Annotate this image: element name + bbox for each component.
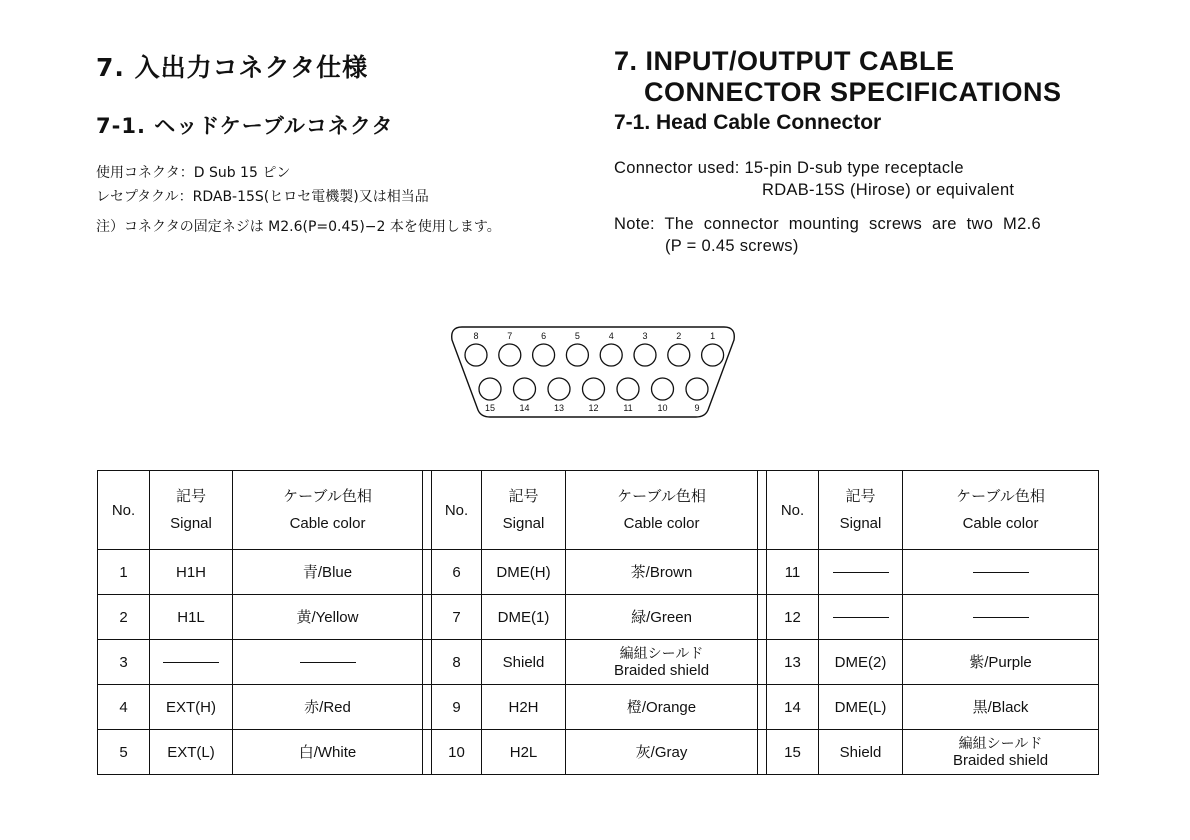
pin-number-cell: 8 xyxy=(432,640,482,685)
jp-subsection-title: 7-1. ヘッドケーブルコネクタ xyxy=(96,114,394,138)
cable-color-cell xyxy=(903,595,1099,640)
signal-cell: DME(L) xyxy=(819,685,903,730)
signal-cell: DME(2) xyxy=(819,640,903,685)
empty-dash xyxy=(300,662,356,663)
en-note-line1: Note: The connector mounting screws are two M2.6 xyxy=(614,215,1041,233)
pin-number-cell: 12 xyxy=(767,595,819,640)
signal-cell: DME(H) xyxy=(482,550,566,595)
header-color-jp: ケーブル色相 xyxy=(956,488,1045,505)
en-note-line2: (P = 0.45 screws) xyxy=(665,237,799,255)
pin-number-label: 6 xyxy=(541,331,547,341)
cable-color-cell: 橙/Orange xyxy=(566,685,758,730)
pin-number-label: 2 xyxy=(676,331,682,341)
cable-color-cell: 赤/Red xyxy=(233,685,423,730)
column-group-divider xyxy=(758,550,767,595)
pin-number-label: 13 xyxy=(553,403,565,413)
pin-number-cell: 7 xyxy=(432,595,482,640)
cable-color-cell: 白/White xyxy=(233,730,423,775)
signal-cell: EXT(H) xyxy=(150,685,233,730)
empty-dash xyxy=(163,662,219,663)
cable-color-cell: 黄/Yellow xyxy=(233,595,423,640)
table-row xyxy=(98,730,1099,775)
header-signal-en: Signal xyxy=(839,515,882,532)
signal-cell: H2H xyxy=(482,685,566,730)
signal-cell xyxy=(819,550,903,595)
cable-color-jp: 編組シールド xyxy=(619,645,704,661)
pin-hole xyxy=(600,344,622,366)
empty-dash xyxy=(973,617,1029,618)
signal-cell: H2L xyxy=(482,730,566,775)
signal-cell: H1H xyxy=(150,550,233,595)
cable-color-cell xyxy=(903,730,1099,775)
header-color-en: Cable color xyxy=(623,515,700,532)
header-signal xyxy=(819,471,903,550)
pin-number-label: 9 xyxy=(694,403,700,413)
header-no: No. xyxy=(767,471,819,550)
pin-hole xyxy=(566,344,588,366)
cable-color-en: Braided shield xyxy=(613,662,710,679)
header-signal-jp: 記号 xyxy=(845,488,876,505)
pin-number-cell: 9 xyxy=(432,685,482,730)
dsub-connector-diagram xyxy=(446,322,738,422)
cable-color-cell: 黒/Black xyxy=(903,685,1099,730)
pin-hole xyxy=(652,378,674,400)
pin-hole xyxy=(548,378,570,400)
pin-number-label: 7 xyxy=(507,331,513,341)
jp-note: 注）コネクタの固定ネジは M2.6(P=0.45)−2 本を使用します。 xyxy=(96,219,501,235)
column-group-divider xyxy=(423,595,432,640)
header-no: No. xyxy=(98,471,150,550)
cable-color-cell xyxy=(566,640,758,685)
column-group-divider xyxy=(423,550,432,595)
en-connector-line1: Connector used: 15-pin D-sub type receptacle xyxy=(614,159,964,177)
pin-hole xyxy=(617,378,639,400)
cable-color-cell: 茶/Brown xyxy=(566,550,758,595)
column-group-divider xyxy=(423,640,432,685)
pin-hole xyxy=(583,378,605,400)
pin-hole xyxy=(499,344,521,366)
jp-connector-value: D Sub 15 ピン xyxy=(193,165,291,181)
empty-dash xyxy=(833,572,889,573)
empty-dash xyxy=(833,617,889,618)
signal-cell xyxy=(150,640,233,685)
en-section-title-line1: 7. INPUT/OUTPUT CABLE xyxy=(614,46,955,76)
column-group-divider xyxy=(758,471,767,550)
cable-color-jp: 編組シールド xyxy=(958,735,1043,751)
header-signal-jp: 記号 xyxy=(508,488,539,505)
cable-color-cell: 緑/Green xyxy=(566,595,758,640)
pin-hole xyxy=(465,344,487,366)
pin-number-label: 4 xyxy=(608,331,614,341)
header-color-en: Cable color xyxy=(962,515,1039,532)
pin-hole xyxy=(533,344,555,366)
jp-section-title: 7. 入出力コネクタ仕様 xyxy=(96,53,369,82)
cable-color-cell: 青/Blue xyxy=(233,550,423,595)
pin-number-cell: 2 xyxy=(98,595,150,640)
header-color-jp: ケーブル色相 xyxy=(283,488,372,505)
pin-number-cell: 1 xyxy=(98,550,150,595)
header-signal xyxy=(150,471,233,550)
header-signal-en: Signal xyxy=(502,515,545,532)
table-row xyxy=(98,640,1099,685)
pin-number-cell: 10 xyxy=(432,730,482,775)
pin-hole xyxy=(702,344,724,366)
cable-color-cell: 紫/Purple xyxy=(903,640,1099,685)
header-color-en: Cable color xyxy=(289,515,366,532)
cable-color-cell xyxy=(903,550,1099,595)
pin-number-label: 12 xyxy=(588,403,599,413)
cable-color-cell xyxy=(233,640,423,685)
pin-number-cell: 6 xyxy=(432,550,482,595)
header-color-jp: ケーブル色相 xyxy=(617,488,706,505)
pin-hole xyxy=(686,378,708,400)
pin-number-cell: 15 xyxy=(767,730,819,775)
table-row xyxy=(98,685,1099,730)
jp-connector-label: 使用コネクタ： xyxy=(96,165,194,181)
signal-cell xyxy=(819,595,903,640)
pin-number-label: 1 xyxy=(710,331,716,341)
pin-number-label: 14 xyxy=(519,403,530,413)
pin-number-cell: 5 xyxy=(98,730,150,775)
column-group-divider xyxy=(758,685,767,730)
column-group-divider xyxy=(423,471,432,550)
pin-assignment-table xyxy=(97,470,1099,775)
signal-cell: Shield xyxy=(482,640,566,685)
pin-number-label: 10 xyxy=(657,403,668,413)
header-signal xyxy=(482,471,566,550)
header-signal-jp: 記号 xyxy=(175,488,206,505)
cable-color-en: Braided shield xyxy=(952,752,1049,769)
signal-cell: DME(1) xyxy=(482,595,566,640)
pin-hole xyxy=(514,378,536,400)
jp-receptacle-line xyxy=(96,186,429,206)
pin-number-label: 5 xyxy=(574,331,580,341)
pin-hole xyxy=(668,344,690,366)
signal-cell: H1L xyxy=(150,595,233,640)
header-cable-color xyxy=(233,471,423,550)
en-subsection-title: 7-1. Head Cable Connector xyxy=(614,111,882,134)
pin-number-label: 11 xyxy=(623,403,633,413)
header-signal-en: Signal xyxy=(170,515,212,532)
en-section-title-line2: CONNECTOR SPECIFICATIONS xyxy=(644,77,1062,107)
column-group-divider xyxy=(758,730,767,775)
jp-connector-line xyxy=(96,162,290,182)
en-connector-line2: RDAB-15S (Hirose) or equivalent xyxy=(762,181,1015,199)
pin-number-label: 15 xyxy=(484,403,496,413)
table-header-row xyxy=(98,471,1099,550)
cable-color-cell: 灰/Gray xyxy=(566,730,758,775)
table-row xyxy=(98,550,1099,595)
pin-number-label: 3 xyxy=(642,331,648,341)
pin-hole xyxy=(634,344,656,366)
column-group-divider xyxy=(423,685,432,730)
header-cable-color xyxy=(566,471,758,550)
pin-number-cell: 4 xyxy=(98,685,150,730)
signal-cell: EXT(L) xyxy=(150,730,233,775)
empty-dash xyxy=(973,572,1029,573)
pin-number-cell: 3 xyxy=(98,640,150,685)
column-group-divider xyxy=(423,730,432,775)
jp-receptacle-value: RDAB-15S(ヒロセ電機製)又は相当品 xyxy=(192,189,429,205)
jp-receptacle-label: レセプタクル： xyxy=(96,189,193,205)
pin-hole xyxy=(479,378,501,400)
column-group-divider xyxy=(758,640,767,685)
pin-number-cell: 14 xyxy=(767,685,819,730)
signal-cell: Shield xyxy=(819,730,903,775)
table-row xyxy=(98,595,1099,640)
pin-number-cell: 13 xyxy=(767,640,819,685)
column-group-divider xyxy=(758,595,767,640)
header-no: No. xyxy=(432,471,482,550)
header-cable-color xyxy=(903,471,1099,550)
pin-number-label: 8 xyxy=(473,331,479,341)
pin-number-cell: 11 xyxy=(767,550,819,595)
